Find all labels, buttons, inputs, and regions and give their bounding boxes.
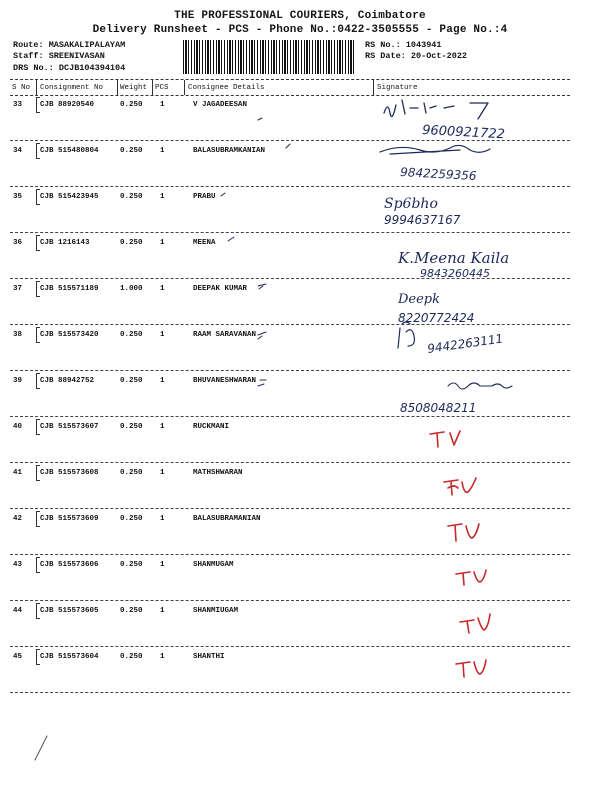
row-consignee: MATHSHWARAN [193,469,243,477]
row-weight: 0.250 [120,239,143,247]
row-consignee: PRABU [193,193,216,201]
row-pcs: 1 [160,147,165,155]
company-title: THE PROFESSIONAL COURIERS, Coimbatore [174,10,426,22]
svg-text:8220772424: 8220772424 [398,311,475,325]
row-consignee: RAAM SARAVANAN [193,331,257,339]
row-pcs: 1 [160,193,165,201]
svg-text:9994637167: 9994637167 [384,213,461,227]
row-sno: 39 [13,377,23,385]
row-consignment-number: CJB 515573420 [40,331,99,339]
row-consignment-number: CJB 515573606 [40,561,99,569]
row-sno: 42 [13,515,23,523]
row-weight: 0.250 [120,423,143,431]
row-consignment-number: CJB 515573605 [40,607,99,615]
signature-row-40 [430,431,460,447]
row-pcs: 1 [160,469,165,477]
signature-row-35 [384,196,461,227]
row-consignee: V JAGADEESAN [193,101,248,109]
col-header-consignment: Consignment No [40,84,104,92]
row-sno: 37 [13,285,23,293]
col-header-pcs: PCS [155,84,169,92]
row-pcs: 1 [160,331,165,339]
row-consignee: BALASUBRAMKANIAN [193,147,266,155]
signature-row-44 [460,614,490,633]
row-sno: 34 [13,147,23,155]
row-sno: 41 [13,469,23,477]
row-sno: 43 [13,561,23,569]
row-weight: 0.250 [120,561,143,569]
col-header-signature: Signature [377,84,418,92]
row-weight: 0.250 [120,377,143,385]
row-pcs: 1 [160,423,165,431]
row-pcs: 1 [160,285,165,293]
signature-row-41 [444,478,476,495]
row-weight: 0.250 [120,101,143,109]
signature-row-42 [448,524,479,541]
row-pcs: 1 [160,561,165,569]
row-consignee: SHANTHI [193,653,225,661]
checkmark-ticks [221,118,290,386]
row-sno: 33 [13,101,23,109]
row-consignment-number: CJB 515571189 [40,285,99,293]
row-consignee: RUCKMANI [193,423,230,431]
signature-row-38 [398,322,504,356]
drs-number: DRS No.: DCJB104394104 [13,63,126,73]
row-consignee: BALASUBRAMANIAN [193,515,261,523]
row-weight: 0.250 [120,607,143,615]
row-sno: 38 [13,331,23,339]
route-label: Route: MASAKALIPALAYAM [13,40,126,50]
row-consignment-number: CJB 515573604 [40,653,99,661]
rs-date: RS Date: 20-Oct-2022 [365,51,468,61]
stray-pen-mark [35,736,47,760]
row-sno: 36 [13,239,23,247]
row-weight: 0.250 [120,653,143,661]
row-pcs: 1 [160,607,165,615]
signature-row-36 [397,249,509,280]
row-consignment-number: CJB 515573608 [40,469,99,477]
row-weight: 0.250 [120,331,143,339]
row-consignee: SHANMUGAM [193,561,234,569]
col-header-sno: S No [12,84,31,92]
row-consignment-number: CJB 1216143 [40,239,90,247]
row-weight: 1.000 [120,285,143,293]
signature-row-33 [384,100,505,142]
row-consignee: DEEPAK KUMAR [193,285,248,293]
row-consignment-number: CJB 515573609 [40,515,99,523]
staff-label: Staff: SREENIVASAN [13,51,105,61]
signature-row-45 [456,660,486,677]
row-pcs: 1 [160,515,165,523]
rs-number: RS No.: 1043941 [365,40,442,50]
row-consignment-number: CJB 515480804 [40,147,99,155]
row-consignment-number: CJB 515423945 [40,193,99,201]
row-sno: 40 [13,423,23,431]
svg-text:9442263111: 9442263111 [426,331,505,356]
svg-text:Deepk: Deepk [398,292,441,307]
row-consignee: BHUVANESHWARAN [193,377,257,385]
row-consignee: MEENA [193,239,216,247]
runsheet-subtitle: Delivery Runsheet - PCS - Phone No.:0422-3505555 - Page No.:4 [92,24,508,36]
col-header-weight: Weight [120,84,148,92]
row-pcs: 1 [160,653,165,661]
row-consignment-number: CJB 88920540 [40,101,95,109]
signature-row-39 [400,383,512,415]
row-sno: 45 [13,653,23,661]
signature-row-43 [456,570,486,585]
svg-text:Sp6bho: Sp6bho [384,196,438,212]
svg-text:8508048211: 8508048211 [400,401,477,415]
row-consignee: SHANMIUGAM [193,607,239,615]
row-weight: 0.250 [120,147,143,155]
row-pcs: 1 [160,377,165,385]
row-consignment-number: CJB 515573607 [40,423,99,431]
svg-text:9843260445: 9843260445 [420,267,490,280]
row-weight: 0.250 [120,515,143,523]
row-weight: 0.250 [120,193,143,201]
signature-row-34 [380,145,490,183]
row-sno: 44 [13,607,23,615]
row-consignment-number: CJB 88942752 [40,377,95,385]
row-weight: 0.250 [120,469,143,477]
svg-text:9600921722: 9600921722 [421,123,506,143]
svg-text:K.Meena Kaila: K.Meena Kaila [398,249,510,267]
svg-text:9842259356: 9842259356 [399,165,477,183]
row-pcs: 1 [160,101,165,109]
signature-row-37 [397,292,474,325]
col-header-consignee: Consignee Details [188,84,265,92]
row-sno: 35 [13,193,23,201]
row-pcs: 1 [160,239,165,247]
